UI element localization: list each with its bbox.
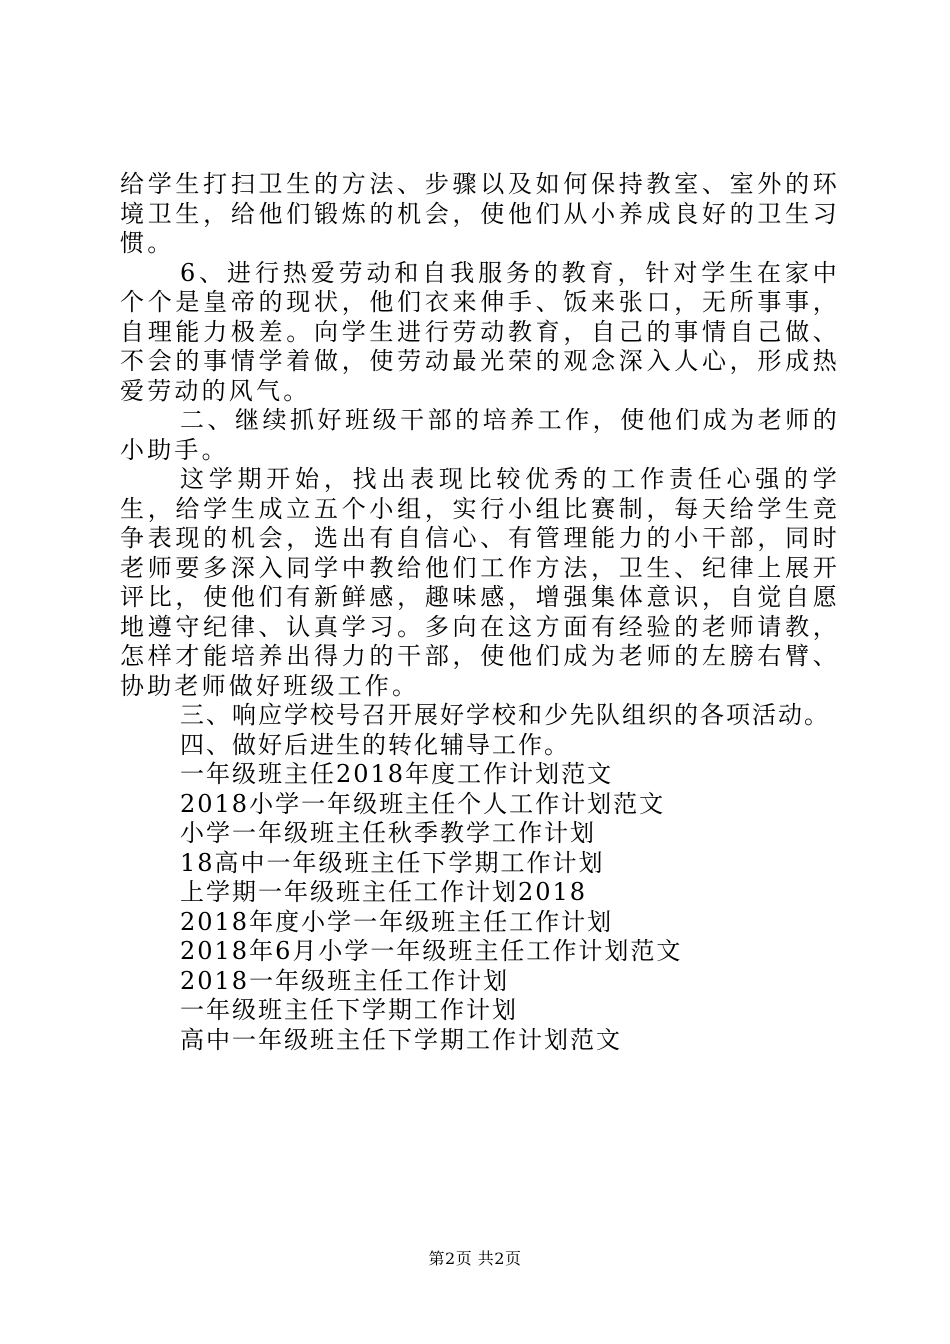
related-link[interactable]: 上学期一年级班主任工作计划2018 <box>180 878 588 906</box>
related-link[interactable]: 18高中一年级班主任下学期工作计划 <box>180 848 605 877</box>
related-link[interactable]: 高中一年级班主任下学期工作计划范文 <box>180 1025 622 1054</box>
related-link[interactable]: 2018年度小学一年级班主任工作计划 <box>180 907 614 936</box>
related-lines-list <box>120 701 840 1055</box>
paragraph-class-cadres-detail: 这学期开始，找出表现比较优秀的工作责任心强的学生，给学生成立五个小组，实行小组比赛制，每天给学生竞争表现的机会，选出有自信心、有管理能力的小干部，同时老师要多深入同学中教给他们工作方法，卫生、纪律上展开评比，使他们有新鲜感，趣味感，增强集体意识，自觉自愿地遵守纪律、认真学习。多向在这方面有经验的老师请教，怎样才能培养出得力的干部，使他们成为老师的左膀右臂、协助老师做好班级工作。 <box>120 465 840 700</box>
related-link[interactable]: 一年级班主任2018年度工作计划范文 <box>180 760 614 788</box>
paragraph-cleaning-methods: 给学生打扫卫生的方法、步骤以及如何保持教室、室外的环境卫生，给他们锻炼的机会，使他们从小养成良好的卫生习惯。 <box>120 170 840 257</box>
page-footer: 第2页 共2页 <box>428 1249 522 1268</box>
related-link[interactable]: 2018年6月小学一年级班主任工作计划范文 <box>180 937 683 965</box>
related-link[interactable]: 2018小学一年级班主任个人工作计划范文 <box>180 789 666 818</box>
paragraph-class-cadres-heading: 二、继续抓好班级干部的培养工作，使他们成为老师的小助手。 <box>120 406 840 464</box>
line-school-activities: 三、响应学校号召开展好学校和少先队组织的各项活动。 <box>180 701 830 729</box>
document-body <box>120 170 840 1055</box>
related-link[interactable]: 2018一年级班主任工作计划 <box>180 966 510 995</box>
line-underachiever-tutoring: 四、做好后进生的转化辅导工作。 <box>180 730 570 759</box>
paragraph-labor-education: 6、进行热爱劳动和自我服务的教育，针对学生在家中个个是皇帝的现状，他们衣来伸手、饭来张口，无所事事，自理能力极差。向学生进行劳动教育，自己的事情自己做、不会的事情学着做，使劳动最光荣的观念深入人心，形成热爱劳动的风气。 <box>120 258 840 405</box>
related-link[interactable]: 一年级班主任下学期工作计划 <box>180 996 518 1024</box>
related-link[interactable]: 小学一年级班主任秋季教学工作计划 <box>180 819 596 847</box>
